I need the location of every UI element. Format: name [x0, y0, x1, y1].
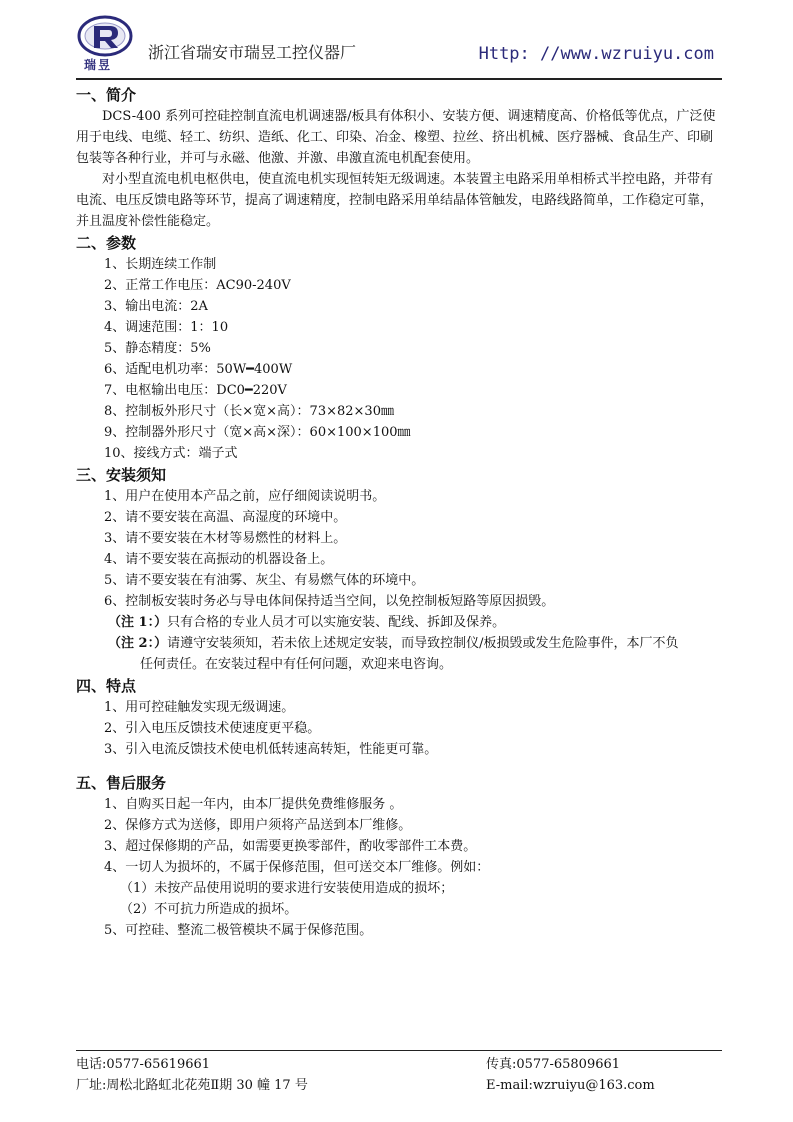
install-item: 2、请不要安装在高温、高湿度的环境中。	[104, 510, 347, 525]
install-item: 6、控制板安装时务必与导电体间保持适当空间，以免控制板短路等原因损毁。	[104, 594, 555, 609]
service-item: 2、保修方式为送修，即用户须将产品送到本厂维修。	[104, 818, 412, 833]
intro-paragraph: 对小型直流电机电枢供电，使直流电机实现恒转矩无级调速。本装置主电路采用单相桥式半控电路，并带有电流、电压反馈电路等环节，提高了调速精度，控制电路采用单结晶体管触发，电路线路简单，工作稳定可靠，并且温度补偿性能稳定。	[76, 172, 714, 229]
param-item: 1、长期连续工作制	[104, 257, 217, 272]
note-text: 请遵守安装须知，若未依上述规定安装，而导致控制仪/板损毁或发生危险事件，本厂不负	[167, 636, 679, 651]
note-label: （注 2：）	[108, 636, 168, 651]
company-name: 浙江省瑞安市瑞昱工控仪器厂	[148, 43, 357, 62]
param-item: 5、静态精度：5%	[104, 341, 211, 356]
header-divider	[76, 78, 722, 80]
install-note-1	[76, 612, 722, 633]
note-label: （注 1：）	[108, 615, 168, 630]
section-title-install: 三、安装须知	[76, 466, 167, 484]
footer-fax: 传真:0577-65809661	[486, 1057, 621, 1072]
document-body	[76, 84, 722, 941]
install-item: 4、请不要安装在高振动的机器设备上。	[104, 552, 334, 567]
param-item: 10、接线方式：端子式	[104, 446, 238, 461]
param-item: 3、输出电流：2A	[104, 299, 208, 314]
install-item: 1、用户在使用本产品之前，应仔细阅读说明书。	[104, 489, 386, 504]
param-item: 6、适配电机功率：50W━400W	[104, 362, 293, 377]
install-item: 5、请不要安装在有油雾、灰尘、有易燃气体的环境中。	[104, 573, 425, 588]
footer-address: 厂址:周松北路虹北花苑Ⅱ期 30 幢 17 号	[76, 1078, 308, 1093]
footer-tel: 电话:0577-65619661	[76, 1057, 211, 1072]
service-item: 3、超过保修期的产品，如需要更换零部件，酌收零部件工本费。	[104, 839, 477, 854]
section-title-service: 五、售后服务	[76, 774, 167, 792]
service-item: 4、一切人为损坏的，不属于保修范围，但可送交本厂维修。例如：	[104, 860, 490, 875]
footer-divider	[76, 1050, 722, 1051]
param-item: 9、控制器外形尺寸（宽×高×深）：60×100×100㎜	[104, 425, 411, 440]
section-title-params: 二、参数	[76, 234, 137, 252]
install-note-2	[76, 633, 722, 654]
footer-email[interactable]: E-mail:wzruiyu@163.com	[486, 1078, 655, 1093]
service-subitem: （1）未按产品使用说明的要求进行安装使用造成的损坏；	[120, 881, 454, 896]
install-item: 3、请不要安装在木材等易燃性的材料上。	[104, 531, 347, 546]
param-item: 4、调速范围：1：10	[104, 320, 229, 335]
intro-paragraph: DCS-400 系列可控硅控制直流电机调速器/板具有体积小、安装方便、调速精度高、价格低等优点，广泛使用于电线、电缆、轻工、纺织、造纸、化工、印染、冶金、橡塑、拉丝、挤出机械、医疗器械、食品生产、印刷包装等各种行业，并可与永磁、他激、并激、串激直流电机配套使用。	[76, 109, 716, 166]
section-title-intro: 一、简介	[76, 86, 137, 104]
param-item: 7、电枢输出电压：DC0━220V	[104, 383, 287, 398]
feature-item: 2、引入电压反馈技术使速度更平稳。	[104, 721, 321, 736]
section-title-features: 四、特点	[76, 677, 137, 695]
param-item: 8、控制板外形尺寸（长×宽×高）：73×82×30㎜	[104, 404, 394, 419]
feature-item: 1、用可控硅触发实现无级调速。	[104, 700, 295, 715]
feature-item: 3、引入电流反馈技术使电机低转速高转矩，性能更可靠。	[104, 742, 438, 757]
note-text: 只有合格的专业人员才可以实施安装、配线、拆卸及保养。	[167, 615, 506, 630]
service-item: 5、可控硅、整流二极管模块不属于保修范围。	[104, 923, 373, 938]
param-item: 2、正常工作电压：AC90-240V	[104, 278, 291, 293]
service-subitem: （2）不可抗力所造成的损坏。	[120, 902, 298, 917]
service-item: 1、自购买日起一年内，由本厂提供免费维修服务 。	[104, 797, 403, 812]
logo-text: 瑞昱	[84, 58, 113, 72]
page-header	[76, 12, 722, 82]
install-note-2-continued: 任何责任。在安装过程中有任何问题，欢迎来电咨询。	[140, 657, 453, 672]
website-link[interactable]: Http: //www.wzruiyu.com	[478, 44, 714, 64]
